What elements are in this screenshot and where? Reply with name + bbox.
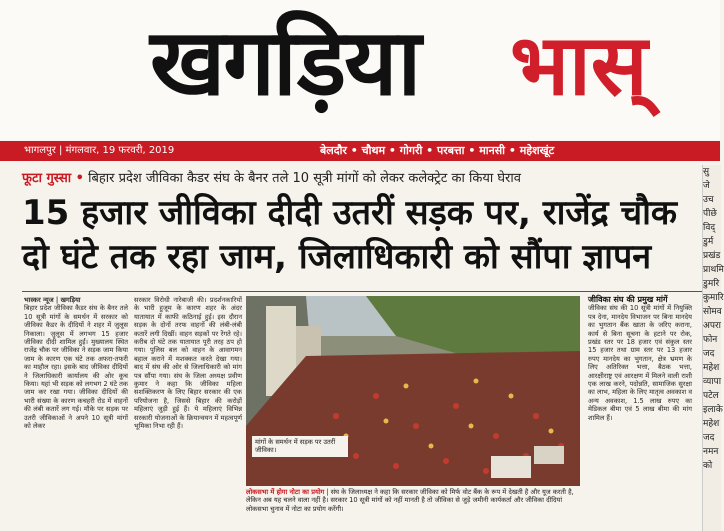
edge-text: व्यापा: [703, 377, 722, 387]
edge-text: पीछे: [703, 209, 717, 219]
edge-text: कुमारि: [703, 293, 724, 303]
bottom-kicker: लोकसभा में होगा नोटा का प्रयोग: [246, 488, 325, 496]
headline-line-2: दो घंटे तक रहा जाम, जिलाधिकारी को सौंपा ज्ञापन: [22, 237, 652, 277]
next-page-edge: [702, 165, 724, 531]
edge-text: उच: [703, 195, 714, 205]
edge-text: सोमव: [703, 307, 722, 317]
crowd-photo-image: [246, 296, 580, 486]
edge-text: पटेल: [703, 391, 719, 401]
edge-text: जे: [703, 181, 710, 191]
article-column-3: [588, 296, 692, 528]
edge-text: डुर्म: [703, 237, 714, 247]
dateline-blocks: बेलदौर • चौथम • गोगरी • परबत्ता • मानसी • महेशखूंट: [320, 144, 555, 157]
photo-caption: मांगों के समर्थन में सड़क पर उतरीं जीविका।: [252, 436, 348, 457]
kicker-row: [22, 168, 702, 190]
dateline-date: भागलपुर | मंगलवार, 19 फरवरी, 2019: [24, 145, 175, 156]
article-column-1: [24, 296, 128, 528]
masthead-brand: भास्: [510, 16, 648, 114]
edge-text: विद्: [703, 223, 716, 233]
article-column-2: [134, 296, 242, 528]
kicker: फूटा गुस्सा •: [22, 171, 84, 186]
edge-text: प्रखंड: [703, 251, 721, 261]
edge-text: इलाके: [703, 405, 723, 415]
edge-text: जद: [703, 349, 715, 359]
byline: भास्कर न्यूज | खगड़िया: [24, 296, 81, 304]
edge-text: को: [703, 461, 713, 471]
dateline-bar: [0, 141, 720, 161]
edge-text: अपरा: [703, 321, 722, 331]
edge-text: सु: [703, 167, 710, 177]
bottom-strip: लोकसभा में होगा नोटा का प्रयोग | संघ के जिलाध्यक्ष ने कहा कि सरकार जीविका को मिर्फ वोट बैंक के रूप में देखती है और यूज करती है, लेकिन अब यह चलने वाला नहीं है। सरकार 10 सूत्री मांगों को नहीं मानती है तो जीविका से जुड़े जमीनी कार्यकर्ता और जीविका दीदियां लोकसभा चुनाव में नोटा का प्रयोग करेंगी।: [246, 488, 574, 513]
kicker-text: बिहार प्रदेश जीविका कैडर संघ के बैनर तले 10 सूत्री मांगों को लेकर कलेक्ट्रेट का किया घेराव: [88, 171, 521, 186]
headline-divider: [22, 291, 702, 292]
edge-text: जद: [703, 433, 715, 443]
sidebar-title: जीविका संघ की प्रमुख मांगें: [588, 295, 668, 304]
edge-text: महेश: [703, 419, 720, 429]
masthead: [0, 0, 720, 140]
column-3-text: जीविका संघ की 10 सूत्री मांगों में नियुक्ति पत्र देना, मानदेय विभाजन पर बिना मानदेय का भुगतान बैंक खाता के जरिए कराना, कार्य से बिना सूचना के हटाने पर रोक, प्रखंड स्तर पर 18 हजार एवं संकुल स्तर 15 हजार तथा ग्राम स्तर पर 13 हजार रुपए मानदेय का भुगतान, क्षेत्र भ्रमण के लिए अतिरिक्त भत्ता, बैठक भत्ता, आरक्षीराष्ट्र एवं आरक्षण में मिलने वाली राशी एक लाख करने, पदोन्नति, सामाजिक सुरक्षा का लाभ, महिला के लिए मातृत्व अवकाश व अन्य अवकाश, 1.5 लाख रुपए का मेडिकल बीमा एवं 5 लाख बीमा की मांग शामिल हैं।: [588, 304, 692, 422]
edge-text: फोन: [703, 335, 718, 345]
column-2-text: सरकार विरोधी नारेबाजी की। प्रदर्शनकारियों के भारी हुजूम के कारण शहर के अंदर यातायात में काफी कठिनाई हुई। इस दौरान सड़क के दोनों तरफ वाहनों की लंबी-लंबी कतारें लगी दिखीं। वाहन सड़कों पर रेंगते रहे। करीब दो घंटे तक यातायात पूरी तरह ठप हो गया। पुलिस बल को वाहन के आवागमन बहाल कराने में मशक्कत करते देखा गया। बाद में संघ की ओर से जिलाधिकारी को मांग पत्र सौंपा गया। संघ के जिला अध्यक्ष प्रवीण कुमार ने कहा कि जीविका महिला सशक्तिकरण के लिए बिहार सरकार की एक परियोजना है, जिससे बिहार की करोड़ों महिलाएं जुड़ी हुई हैं। ये महिलाएं विभिन्न सरकारी योजनाओं के क्रियान्वयन में महत्वपूर्ण भूमिका निभा रही हैं।: [134, 296, 242, 431]
edge-text: प्राथमि: [703, 265, 724, 275]
headline-line-1: 15 हजार जीविका दीदी उतरीं सड़क पर, राजेंद्र चौक: [22, 193, 678, 233]
masthead-title: खगड़िया: [150, 9, 420, 116]
column-1-text: बिहार प्रदेश जीविका कैडर संघ के बैनर तले 10 सूत्री मांगों के समर्थन में सरकार को जीविका कैडर के दीदियों ने शहर में जुलूस निकाला। जुलूस में लगभग 15 हजार जीविका दीदी शामिल हुईं। मुख्यालय स्थित राजेंद्र चौक पर जीविका ने सड़क जाम किया जाम के कारण एक घंटे तक अफरा-तफरी का माहौल रहा। इसके बाद जीविका दीदियों ने जिलाधिकारी कार्यालय की ओर कूच किया। यहां भी सड़क को लगभग 2 घंटे तक जाम कर रखा गया। जीविका दीदियों की भारी संख्या के कारण कचहरी रोड में वाहनों की लंबी कतारें लग गई। मौके पर सड़क पर उतरी जीविकाओं ने अपने 10 सूत्री मांगों को लेकर: [24, 304, 128, 431]
crowd-photo: [246, 296, 580, 486]
edge-text: डुमरि: [703, 279, 720, 289]
edge-text: नमन: [703, 447, 719, 457]
edge-text: महेश: [703, 363, 720, 373]
bottom-text: संघ के जिलाध्यक्ष ने कहा कि सरकार जीविका को मिर्फ वोट बैंक के रूप में देखती है और यूज करती है, लेकिन अब यह चलने वाला नहीं है। सरकार 10 सूत्री मांगों को नहीं मानती है तो जीविका से जुड़े जमीनी कार्यकर्ता और जीविका दीदियां लोकसभा चुनाव में नोटा का प्रयोग करेंगी।: [246, 488, 574, 513]
